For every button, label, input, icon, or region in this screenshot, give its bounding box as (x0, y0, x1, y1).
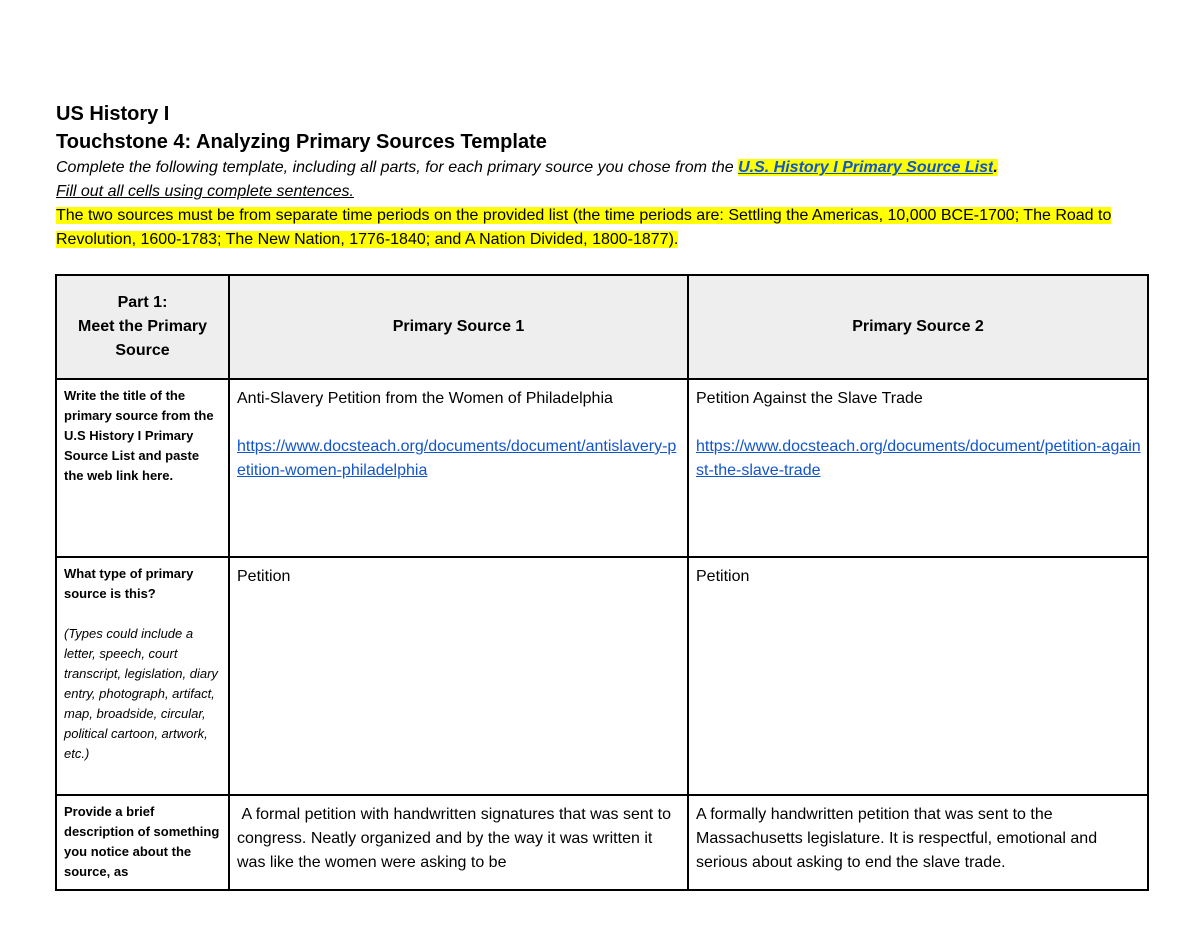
source1-type-cell[interactable]: Petition (229, 557, 688, 795)
source1-title-cell[interactable] (229, 379, 688, 557)
table-row (56, 379, 1148, 557)
source2-link[interactable]: https://www.docsteach.org/documents/document/petition-against-the-slave-trade (696, 438, 1141, 479)
part-header-cell (56, 275, 229, 379)
row-hint-text: (Types could include a letter, speech, court transcript, legislation, diary entry, photograph, artifact, map, broadside, circular, political cartoon, artwork, etc.) (64, 626, 218, 761)
instruction-prefix: Complete the following template, including all parts, for each primary source you chose from the (56, 159, 739, 176)
row-label-description (56, 795, 229, 890)
row-label-text: Write the title of the primary source from the U.S History I Primary Source List and paste the web link here. (64, 388, 214, 483)
row-label-title (56, 379, 229, 557)
table-row (56, 557, 1148, 795)
instruction-line2: Fill out all cells using complete sentences. (56, 183, 354, 200)
course-title: US History I (56, 103, 170, 125)
primary-source-2-header: Primary Source 2 (688, 275, 1148, 379)
table-header-row (56, 275, 1148, 379)
table-row (56, 795, 1148, 890)
source1-link[interactable]: https://www.docsteach.org/documents/document/antislavery-petition-women-philadelphia (237, 438, 677, 479)
source2-type-cell[interactable]: Petition (688, 557, 1148, 795)
instructions (56, 156, 1146, 180)
source2-title-cell[interactable] (688, 379, 1148, 557)
primary-source-list-link[interactable]: U.S. History I Primary Source List (738, 159, 994, 176)
source2-description-cell[interactable]: A formally handwritten petition that was sent to the Massachusetts legislature. It is respectful, emotional and serious about asking to end the slave trade. (688, 795, 1148, 890)
document-header (56, 100, 1146, 252)
source1-title: Anti-Slavery Petition from the Women of Philadelphia (237, 390, 613, 407)
part-subtitle: Meet the Primary Source (78, 318, 207, 359)
instruction-period: . (993, 159, 998, 176)
source2-title: Petition Against the Slave Trade (696, 390, 923, 407)
row-label-text: What type of primary source is this? (64, 566, 194, 601)
source1-description-cell[interactable]: A formal petition with handwritten signatures that was sent to congress. Neatly organized and by the way it was written it was like the women were asking to be (229, 795, 688, 890)
time-periods-text: The two sources must be from separate time periods on the provided list (the time periods are: Settling the Americas, 10,000 BCE-1700; The Road to Revolution, 1600-1783; The New Nation, 1776-1840; and A Nation Divided, 1800-1877). (56, 207, 1112, 248)
row-label-type (56, 557, 229, 795)
time-periods-note (56, 204, 1146, 252)
row-label-text: Provide a brief description of something you notice about the source, as (64, 804, 220, 879)
primary-source-1-header: Primary Source 1 (229, 275, 688, 379)
primary-source-table (55, 274, 1149, 891)
template-title: Touchstone 4: Analyzing Primary Sources Template (56, 131, 547, 153)
part-label: Part 1: (117, 294, 168, 311)
